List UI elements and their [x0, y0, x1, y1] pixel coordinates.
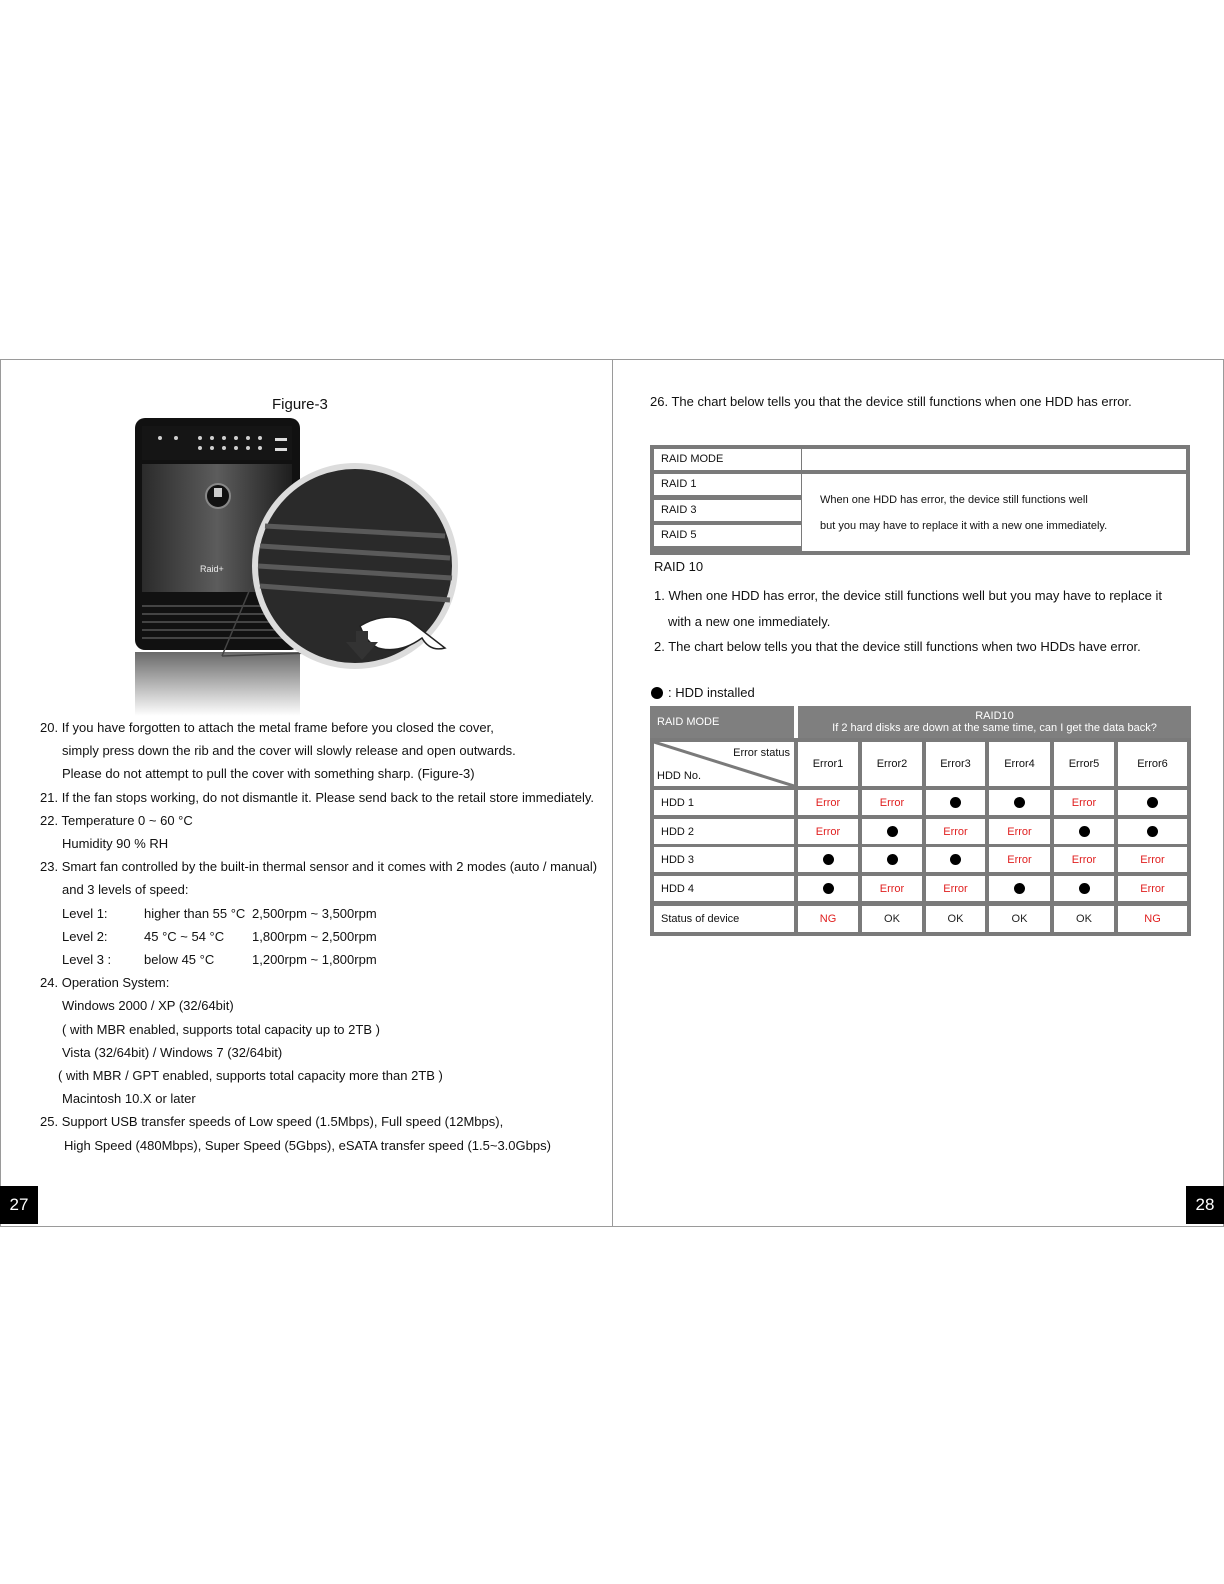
raid10-item-2: 2. The chart below tells you that the device still functions when two HDDs have error.	[654, 639, 1141, 655]
speed-level-2: Level 2: 45 °C ~ 54 °C 1,800rpm ~ 2,500rpm	[62, 928, 377, 944]
raid10-item-1-cont: with a new one immediately.	[668, 613, 831, 629]
item-24-line5: ( with MBR / GPT enabled, supports total capacity more than 2TB )	[58, 1068, 443, 1084]
cell-hdd4-error5	[1054, 876, 1114, 901]
cell-hdd4-error6: Error	[1118, 876, 1187, 901]
hdd-installed-dot-icon	[651, 687, 663, 699]
raid-note-line2: but you may have to replace it with a new one immediately.	[820, 520, 1108, 532]
hdd-installed-dot-icon	[950, 797, 961, 808]
raid-3-label: RAID 3	[654, 500, 801, 521]
page-gutter	[612, 360, 613, 1226]
col-error3: Error3	[926, 742, 985, 786]
cell-hdd1-error1: Error	[798, 790, 858, 815]
cell-hdd4-error1	[798, 876, 858, 901]
cell-hdd4-error4	[989, 876, 1050, 901]
hdd-installed-dot-icon	[1147, 826, 1158, 837]
hdd-installed-dot-icon	[1079, 826, 1090, 837]
item-21: 21. If the fan stops working, do not dismantle it. Please send back to the retail store immediately.	[40, 789, 595, 805]
item-24-line6: Macintosh 10.X or later	[62, 1091, 196, 1107]
corner-hdd-no: HDD No.	[657, 770, 702, 782]
speed-level-3: Level 3 : below 45 °C 1,200rpm ~ 1,800rpm	[62, 952, 377, 968]
page-number-right: 28	[1186, 1186, 1224, 1224]
hdd-installed-legend	[651, 685, 755, 700]
status-of-device-label: Status of device	[654, 906, 794, 932]
device-brand-text: Raid+	[200, 564, 224, 574]
raid10-item-1: 1. When one HDD has error, the device still functions well but you may have to replace it	[654, 588, 1162, 603]
row-label-hdd-2: HDD 2	[654, 819, 794, 844]
raid10-heading: RAID 10	[654, 559, 704, 574]
row-label-hdd-4: HDD 4	[654, 876, 794, 901]
item-26: 26. The chart below tells you that the device still functions when one HDD has error.	[650, 394, 1132, 409]
status-error5: OK	[1054, 906, 1114, 932]
col-error5: Error5	[1054, 742, 1114, 786]
row-label-hdd-1: HDD 1	[654, 790, 794, 815]
col-error4: Error4	[989, 742, 1050, 786]
cell-hdd4-error2: Error	[862, 876, 922, 901]
cell-hdd3-error5: Error	[1054, 847, 1114, 872]
col-error6: Error6	[1118, 742, 1187, 786]
item-24-line1: 24. Operation System:	[40, 975, 170, 991]
item-20-line1: 20. If you have forgotten to attach the metal frame before you closed the cover,	[40, 720, 494, 735]
row-label-hdd-3: HDD 3	[654, 847, 794, 872]
cell-hdd2-error6	[1118, 819, 1187, 844]
cell-hdd1-error3	[926, 790, 985, 815]
hdd-installed-dot-icon	[887, 854, 898, 865]
cell-hdd3-error6: Error	[1118, 847, 1187, 872]
hdd-installed-dot-icon	[823, 854, 834, 865]
raid-mode-header: RAID MODE	[654, 449, 801, 470]
cell-hdd2-error3: Error	[926, 819, 985, 844]
cell-hdd1-error2: Error	[862, 790, 922, 815]
cell-hdd4-error3: Error	[926, 876, 985, 901]
hdd-installed-dot-icon	[950, 854, 961, 865]
item-20-line2: simply press down the rib and the cover will slowly release and open outwards.	[62, 743, 516, 759]
corner-cell	[654, 742, 794, 786]
cell-hdd3-error4: Error	[989, 847, 1050, 872]
cell-hdd2-error4: Error	[989, 819, 1050, 844]
item-22-line1: 22. Temperature 0 ~ 60 °C	[40, 812, 193, 828]
cell-hdd1-error6	[1118, 790, 1187, 815]
item-24-line4: Vista (32/64bit) / Windows 7 (32/64bit)	[62, 1044, 283, 1060]
raid-enclosure-illustration	[130, 416, 480, 716]
cell-hdd3-error2	[862, 847, 922, 872]
cell-hdd2-error2	[862, 819, 922, 844]
item-25-line2: High Speed (480Mbps), Super Speed (5Gbps), eSATA transfer speed (1.5~3.0Gbps)	[64, 1137, 551, 1153]
hdd-installed-dot-icon	[1147, 797, 1158, 808]
hdd-installed-dot-icon	[1079, 883, 1090, 894]
item-20-line3: Please do not attempt to pull the cover with something sharp. (Figure-3)	[62, 766, 475, 782]
status-error1: NG	[798, 906, 858, 932]
speed-level-1: Level 1: higher than 55 °C 2,500rpm ~ 3,500rpm	[62, 905, 377, 921]
cell-hdd1-error4	[989, 790, 1050, 815]
raid10-text	[654, 583, 1162, 660]
raid-mode-table	[650, 445, 1190, 555]
figure-caption: Figure-3	[272, 396, 328, 413]
cell-hdd3-error1	[798, 847, 858, 872]
raid-note-cell	[802, 474, 1186, 551]
cell-hdd3-error3	[926, 847, 985, 872]
item-25-line1: 25. Support USB transfer speeds of Low speed (1.5Mbps), Full speed (12Mbps),	[40, 1114, 504, 1130]
item-23-line1: 23. Smart fan controlled by the built-in thermal sensor and it comes with 2 modes (auto / manual)	[40, 859, 598, 875]
item-24-line3: ( with MBR enabled, supports total capacity up to 2TB )	[62, 1021, 380, 1037]
hdd-installed-dot-icon	[1014, 883, 1025, 894]
raid10-title: RAID10	[975, 710, 1014, 722]
page-number-left: 27	[0, 1186, 38, 1224]
cell-hdd2-error1: Error	[798, 819, 858, 844]
item-24-line2: Windows 2000 / XP (32/64bit)	[62, 998, 234, 1014]
status-error4: OK	[989, 906, 1050, 932]
hdd-installed-dot-icon	[887, 826, 898, 837]
status-error2: OK	[862, 906, 922, 932]
cell-hdd2-error5	[1054, 819, 1114, 844]
status-error6: NG	[1118, 906, 1187, 932]
cell-hdd1-error5: Error	[1054, 790, 1114, 815]
corner-error-status: Error status	[733, 747, 790, 759]
raid-1-label: RAID 1	[654, 474, 801, 495]
raid10-table	[650, 706, 1191, 936]
left-edge	[0, 360, 1, 1226]
left-page-text	[40, 716, 605, 1157]
raid10-question: If 2 hard disks are down at the same time, can I get the data back?	[832, 722, 1157, 734]
item-23-line2: and 3 levels of speed:	[62, 882, 189, 898]
item-22-line2: Humidity 90 % RH	[62, 836, 169, 852]
col-error1: Error1	[798, 742, 858, 786]
legend-text: : HDD installed	[668, 685, 755, 700]
raid-mode-header-blank	[802, 449, 1186, 470]
hdd-installed-dot-icon	[1014, 797, 1025, 808]
col-error2: Error2	[862, 742, 922, 786]
raid10-mode-label: RAID MODE	[650, 706, 794, 738]
raid-5-label: RAID 5	[654, 525, 801, 546]
raid10-title-cell	[798, 706, 1191, 738]
raid-note-line1: When one HDD has error, the device still functions well	[820, 494, 1088, 506]
status-error3: OK	[926, 906, 985, 932]
hdd-installed-dot-icon	[823, 883, 834, 894]
